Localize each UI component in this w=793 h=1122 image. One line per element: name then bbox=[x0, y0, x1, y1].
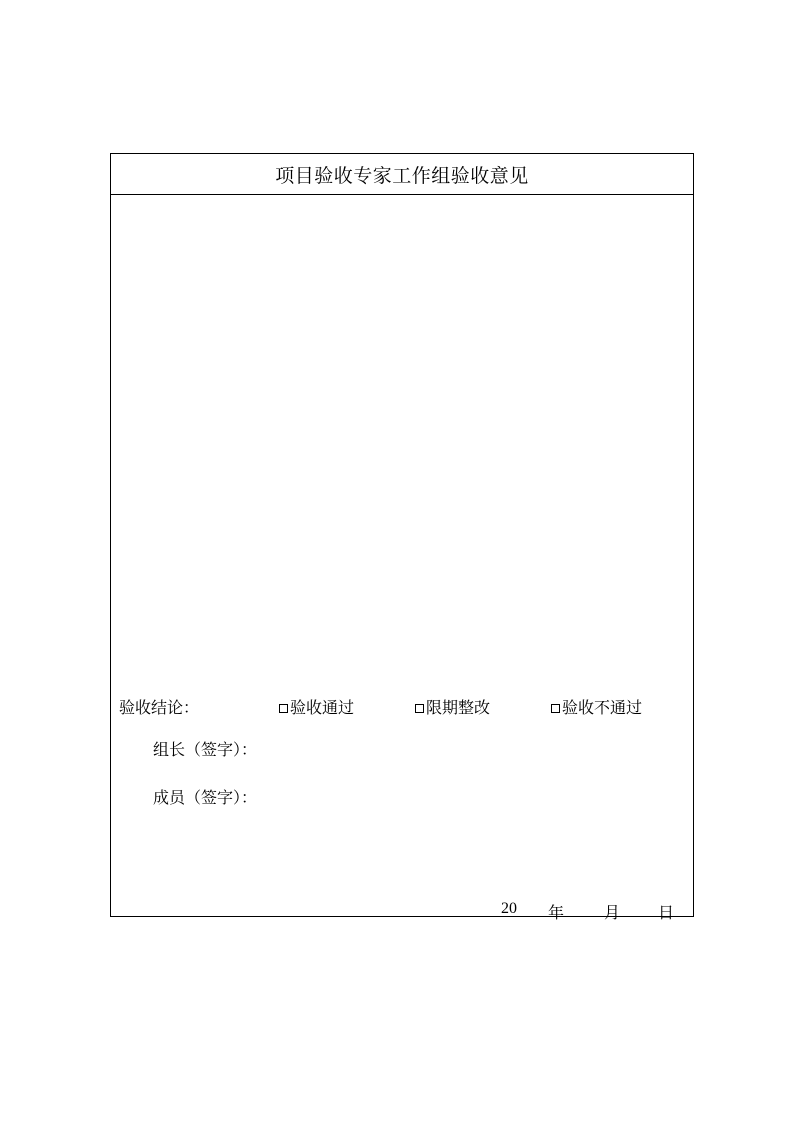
leader-signature-label: 组长（签字）： bbox=[153, 740, 258, 759]
fail-label: 验收不通过 bbox=[562, 698, 643, 717]
rectify-label: 限期整改 bbox=[426, 698, 491, 717]
option-fail[interactable] bbox=[551, 695, 642, 718]
option-pass[interactable] bbox=[279, 695, 354, 718]
leader-signature-row bbox=[153, 737, 422, 760]
leader-signature-field[interactable] bbox=[262, 742, 422, 760]
member-signature-field[interactable] bbox=[262, 790, 422, 808]
pass-checkbox[interactable] bbox=[279, 704, 288, 713]
date-year-label: 年 bbox=[548, 905, 565, 922]
member-signature-row bbox=[153, 785, 422, 808]
date-month-label: 月 bbox=[604, 905, 621, 922]
date-year-prefix: 20 bbox=[501, 900, 517, 917]
acceptance-opinion-table bbox=[110, 153, 694, 922]
member-signature-label: 成员（签字）： bbox=[153, 788, 258, 807]
rectify-checkbox[interactable] bbox=[415, 704, 424, 713]
pass-label: 验收通过 bbox=[290, 698, 355, 717]
form-title: 项目验收专家工作组验收意见 bbox=[111, 154, 693, 195]
conclusion-label: 验收结论： bbox=[119, 698, 200, 717]
option-rectify[interactable] bbox=[415, 695, 490, 718]
fail-checkbox[interactable] bbox=[551, 704, 560, 713]
conclusion-row bbox=[119, 695, 689, 719]
date-day-label: 日 bbox=[658, 905, 675, 922]
opinion-text-area[interactable] bbox=[111, 195, 693, 922]
